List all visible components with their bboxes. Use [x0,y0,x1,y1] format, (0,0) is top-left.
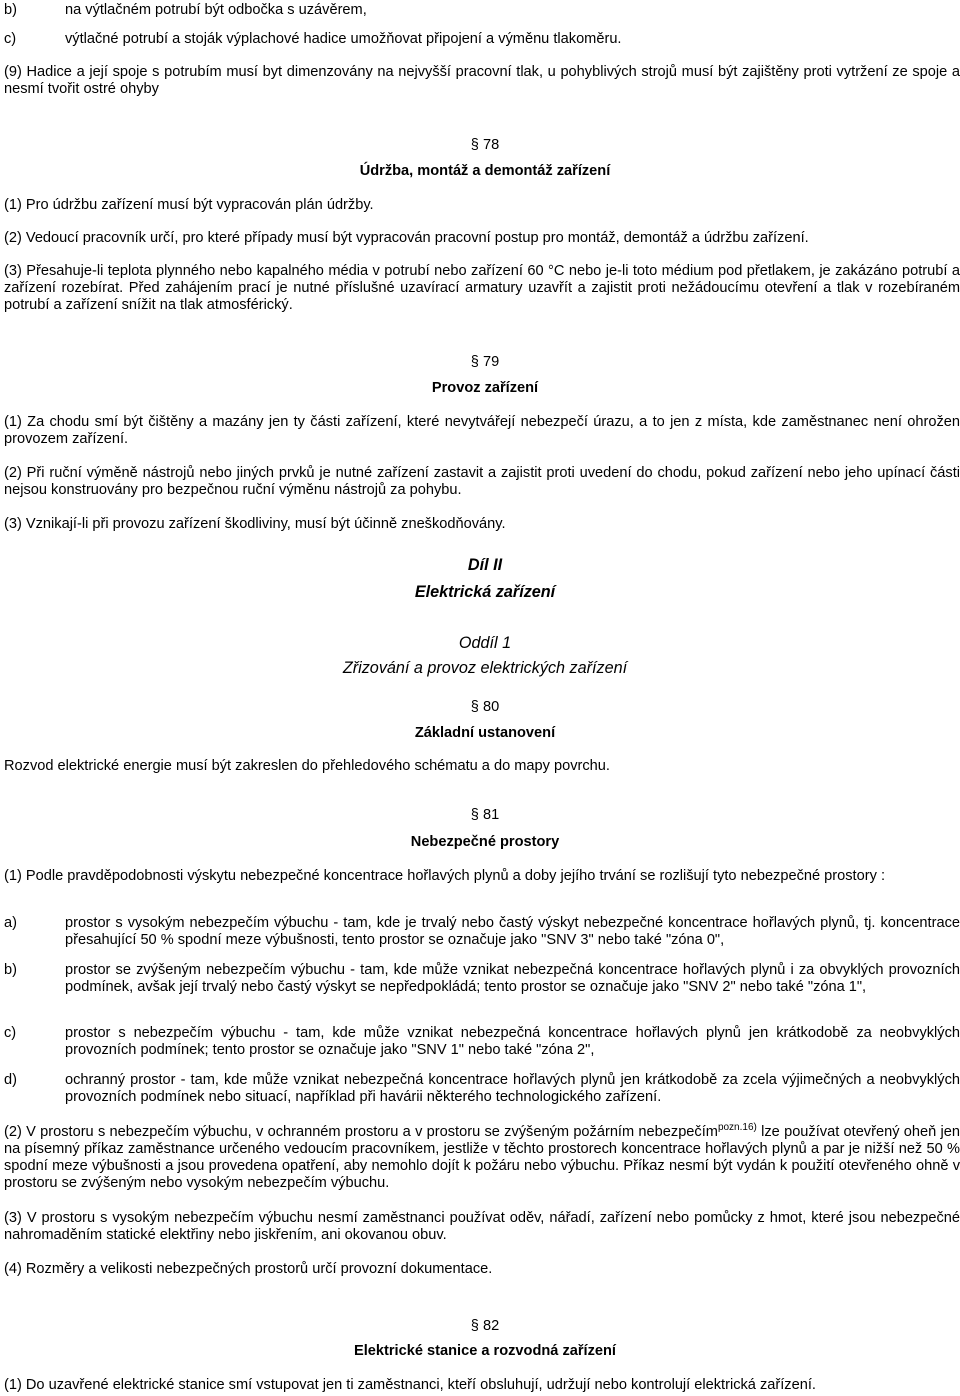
list-item [4,1025,960,1059]
paragraph: (2) Vedoucí pracovník určí, pro které případy musí být vypracován pracovní postup pro montáž, demontáž a údržbu zařízení. [4,230,809,246]
item-text: ochranný prostor - tam, kde může vznikat nebezpečná koncentrace hořlavých plynů jen krátkodobě za zcela výjimečných a neobvyklých provozních podmínek nebo situací, například při havárii některého technologického zařízení. [65,1072,960,1105]
paragraph-text: lze používat otevřený oheň jen na písemný příkaz zaměstnance určeného vedoucím pracovníkem, jestliže v těchto prostorech koncentrace hořlavých plynů a par je nižší než 50 % spodní meze výbušnosti a jsou provedena opatření, aby nemohlo dojít k požáru nebo výbuchu. Příkaz nesmí být vydán k použití otevřeného ohně v prostoru se zvýšeným nebo vysokým nebezpečím výbuchu. [4,1124,960,1191]
paragraph-with-footnote [4,1124,960,1192]
item-text: prostor s nebezpečím výbuchu - tam, kde může vznikat nebezpečná koncentrace hořlavých plynů jen krátkodobě za neobvyklých provozních podmínek; tento prostor se označuje jako "SNV 1" nebo také "zóna 2", [65,1025,960,1058]
section-title: Nebezpečné prostory [410,834,560,850]
paragraph: (2) Při ruční výměně nástrojů nebo jiných prvků je nutné zařízení zastavit a zajistit proti uvedení do chodu, pokud zařízení nebo jeho upínací části nejsou konstruovány pro bezpečnou ruční výměnu nástrojů za pohybu. [4,465,960,498]
paragraph: (3) V prostoru s vysokým nebezpečím výbuchu nesmí zaměstnanci používat oděv, nářadí, zařízení nebo pomůcky z hmot, které jsou nebezpečné nahromaděním statické elektřiny nebo jiskřením, ani okovanou obuv. [4,1210,960,1243]
item-label: c) [4,1025,17,1041]
part-heading: Díl II [467,556,503,574]
section-number: § 80 [470,699,500,715]
section-number: § 81 [470,807,500,823]
paragraph-9: (9) Hadice a její spoje s potrubím musí byt dimenzovány na nejvyšší pracovní tlak, u pohyblivých strojů musí být zajištěny proti vytržení ze spoje a nesmí tvořit ostré ohyby [4,64,960,97]
list-item [4,915,960,949]
section-number: § 79 [470,354,500,370]
division-title: Zřizování a provoz elektrických zařízení [342,659,628,677]
section-title: Elektrické stanice a rozvodná zařízení [354,1343,616,1359]
paragraph: (1) Podle pravděpodobnosti výskytu nebezpečné koncentrace hořlavých plynů a doby jejího trvání se rozlišují tyto nebezpečné prostory : [4,868,885,884]
paragraph: Rozvod elektrické energie musí být zakreslen do přehledového schématu a do mapy povrchu. [4,758,610,774]
item-label: b) [4,2,17,18]
section-title: Údržba, montáž a demontáž zařízení [359,163,611,179]
list-item [4,2,960,19]
list-item [4,31,960,48]
footnote-ref: pozn.16) [717,1122,757,1133]
item-text: výtlačné potrubí a stoják výplachové hadice umožňovat připojení a výměnu tlakoměru. [65,31,622,47]
paragraph: (1) Do uzavřené elektrické stanice smí vstupovat jen ti zaměstnanci, kteří obsluhují, udržují nebo kontrolují elektrická zařízení. [4,1377,816,1393]
section-number: § 78 [470,137,500,153]
item-label: b) [4,962,17,978]
item-text: na výtlačném potrubí být odbočka s uzávěrem, [65,2,367,18]
division-heading: Oddíl 1 [458,634,512,652]
paragraph: (1) Za chodu smí být čištěny a mazány jen ty části zařízení, které nevytvářejí nebezpečí úrazu, a to jen z místa, kde zaměstnanec není ohrožen provozem zařízení. [4,414,960,447]
item-label: d) [4,1072,17,1088]
paragraph: (3) Přesahuje-li teplota plynného nebo kapalného média v potrubí nebo zařízení 60 °C nebo je-li toto médium pod přetlakem, je zakázáno potrubí a zařízení rozebírat. Před zahájením prací je nutné příslušné uzavírací armatury uzavřít a zajistit proti nežádoucímu otevření a tlak v rozebíraném potrubí a zařízení snížit na tlak atmosférický. [4,263,960,313]
paragraph: (3) Vznikají-li při provozu zařízení škodliviny, musí být účinně zneškodňovány. [4,516,506,532]
list-item [4,962,960,1013]
paragraph: (4) Rozměry a velikosti nebezpečných prostorů určí provozní dokumentace. [4,1261,493,1277]
paragraph: (1) Pro údržbu zařízení musí být vypracován plán údržby. [4,197,374,213]
section-number: § 82 [470,1318,500,1334]
section-title: Provoz zařízení [431,380,539,396]
section-title: Základní ustanovení [414,725,556,741]
paragraph-text: (2) V prostoru s nebezpečím výbuchu, v ochranném prostoru a v prostoru se zvýšeným požárním nebezpečím [4,1124,718,1140]
item-label: a) [4,915,17,931]
item-text: prostor se zvýšeným nebezpečím výbuchu - tam, kde může vznikat nebezpečná koncentrace hořlavých plynů i za obvyklých provozních podmínek, avšak její trvalý nebo častý výskyt se nepředpokládá; tento prostor se označuje jako "SNV 2" nebo také "zóna 1", [65,962,960,995]
item-label: c) [4,31,17,47]
list-item [4,1072,960,1106]
part-title: Elektrická zařízení [414,583,556,601]
item-text: prostor s vysokým nebezpečím výbuchu - tam, kde je trvalý nebo častý výskyt nebezpečné koncentrace hořlavých plynů, tj. koncentrace přesahující 50 % spodní meze výbušnosti, tento prostor se označuje jako "SNV 3" nebo také "zóna 0", [65,915,960,948]
